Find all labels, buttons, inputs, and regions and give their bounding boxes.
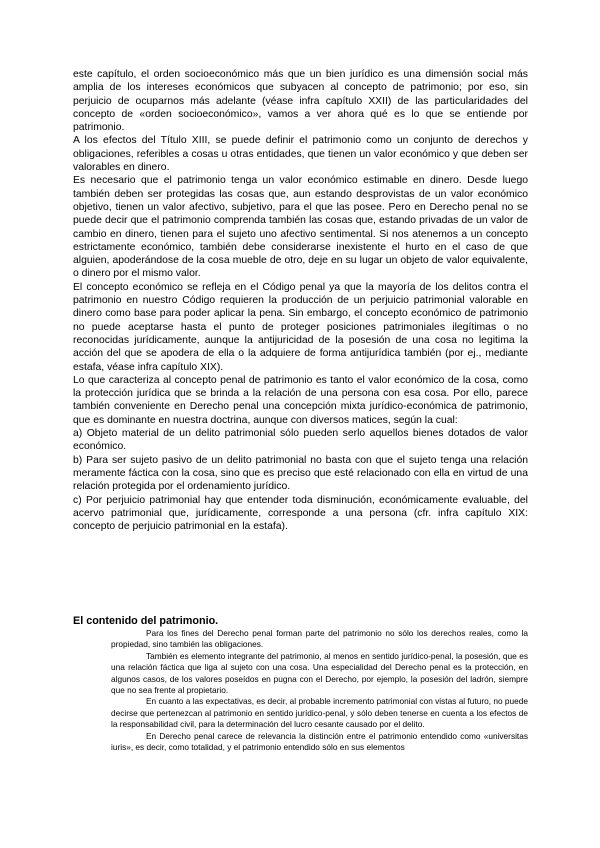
note-paragraph: En Derecho penal carece de relevancia la distinción entre el patrimonio entendido como «universitas iuris», es decir, como totalidad, y el patrimonio entendido sólo en sus elementos [111, 730, 528, 753]
note-paragraph: En cuanto a las expectativas, es decir, al probable incremento patrimonial con vistas al futuro, no puede decirse que pertenezcan al patrimonio en sentido jurídico-penal, y sólo deben tenerse en cuenta a los efectos de la responsabilidad civil, para la determinación del lucro cesante causado por el delito. [111, 696, 528, 730]
paragraph: este capítulo, el orden socioeconómico más que un bien jurídico es una dimensión social más amplia de los intereses económicos que subyacen al concepto de patrimonio; por eso, sin perjuicio de ocuparnos más adelante (véase infra capítulo XXII) de las particularidades del concepto de «orden socioeconómico», vamos a ver ahora qué es lo que se entiende por patrimonio. [73, 69, 528, 134]
paragraph: A los efectos del Título XIII, se puede definir el patrimonio como un conjunto de derechos y obligaciones, referibles a cosas u otras entidades, que tienen un valor económico y que deben ser valorables en dinero. [73, 135, 528, 174]
paragraph: El concepto económico se refleja en el Código penal ya que la mayoría de los delitos contra el patrimonio en nuestro Código requieren la producción de un perjuicio patrimonial valorable en dinero como base para poder aplicar la pena. Sin embargo, el concepto económico de patrimonio no puede aceptarse hasta el punto de proteger posiciones patrimoniales ilegítimas o no reconocidas jurídicamente, aunque la antijuricidad de la posesión de una cosa no legitima la acción del que se apodera de ella o la adquiere de forma antijurídica también (por ej., mediante estafa, véase infra capítulo XIX). [73, 281, 528, 373]
paragraph: Lo que caracteriza al concepto penal de patrimonio es tanto el valor económico de la cosa, como la protección jurídica que se brinda a la relación de una persona con esa cosa. Por ello, parece también conveniente en Derecho penal una concepción mixta jurídico-económica de patrimonio, que es dominante en nuestra doctrina, aunque con diversos matices, según la cual: [73, 374, 528, 426]
note-paragraph: También es elemento integrante del patrimonio, al menos en sentido jurídico-penal, la posesión, que es una relación fáctica que liga al sujeto con una cosa. Una especialidad del Derecho penal es la protección, en algunos casos, de los valores poseídos en pugna con el Derecho, por ejemplo, la posesión del ladrón, siempre que no sea frente al propietario. [111, 650, 528, 696]
section-title: El contenido del patrimonio. [73, 615, 219, 627]
paragraph: Es necesario que el patrimonio tenga un valor económico estimable en dinero. Desde luego también deben ser protegidas las cosas que, aun estando desprovistas de un valor económico objetivo, tienen un valor afectivo, subjetivo, para el que las posee. Pero en Derecho penal no se puede decir que el patrimonio comprenda también las cosas que, estando privadas de un valor de cambio en dinero, tienen para el sujeto uno afectivo sentimental. Si nos atenemos a un concepto estrictamente económico, también debe considerarse inexistente el hurto en el caso de que alguien, apoderándose de la cosa mueble de otro, deje en su lugar un objeto de valor equivalente, o dinero por el mismo valor. [73, 175, 528, 280]
body-text [73, 68, 528, 533]
list-item: a) Objeto material de un delito patrimonial sólo pueden serlo aquellos bienes dotados de valor económico. [73, 428, 528, 453]
note-paragraph: Para los fines del Derecho penal forman parte del patrimonio no sólo los derechos reales, como la propiedad, sino también las obligaciones. [111, 628, 528, 650]
list-item: c) Por perjuicio patrimonial hay que entender toda disminución, económicamente evaluable, del acervo patrimonial que, jurídicamente, corresponde a una persona (cfr. infra capítulo XIX: concepto de perjuicio patrimonial en la estafa). [73, 494, 528, 533]
small-text-block [111, 628, 528, 753]
list-item: b) Para ser sujeto pasivo de un delito patrimonial no basta con que el sujeto tenga una relación meramente fáctica con la cosa, sino que es preciso que esté relacionado con ella en virtud de una relación protegida por el ordenamiento jurídico. [73, 454, 528, 493]
